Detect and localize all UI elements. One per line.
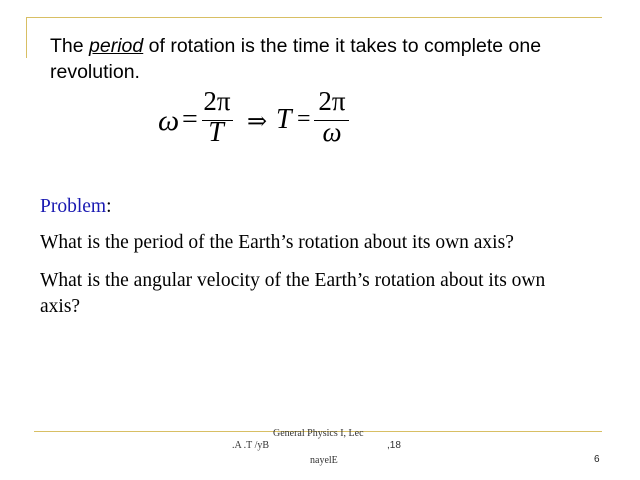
- footer-number: ,18: [387, 440, 401, 451]
- equals-sign: =: [182, 104, 198, 135]
- intro-prefix: The: [50, 35, 90, 57]
- implies-arrow-icon: ⇒: [247, 109, 268, 135]
- top-accent-rule: [26, 17, 602, 18]
- question-2-line-1: What is the angular velocity of the Earth’s rotation about its own: [40, 270, 546, 291]
- omega-symbol: ω: [158, 104, 180, 137]
- problem-heading: [40, 196, 112, 218]
- footer-course: General Physics I, Lec: [273, 428, 364, 439]
- question-1: What is the period of the Earth’s rotation about its own axis?: [40, 232, 514, 253]
- problem-label: Problem: [40, 196, 107, 217]
- fraction-numerator-2: 2π: [318, 86, 346, 116]
- intro-suffix: of rotation is the time it takes to complete one: [143, 35, 542, 57]
- fraction-denominator-2: ω: [322, 117, 342, 147]
- problem-colon: :: [106, 196, 112, 217]
- slide-number: 6: [594, 454, 600, 465]
- fraction-denominator: T: [208, 117, 224, 148]
- footer-author: .A .T /yB: [232, 440, 270, 451]
- equals-sign-2: =: [297, 106, 311, 132]
- footer-name: nayelE: [310, 455, 338, 466]
- intro-line-1: [50, 35, 541, 58]
- question-2-line-2: axis?: [40, 296, 81, 317]
- fraction-numerator: 2π: [203, 86, 231, 116]
- left-accent-rule: [26, 17, 27, 58]
- intro-line-2: revolution.: [50, 61, 140, 83]
- period-emphasis: period: [89, 35, 144, 57]
- period-symbol: T: [276, 104, 292, 135]
